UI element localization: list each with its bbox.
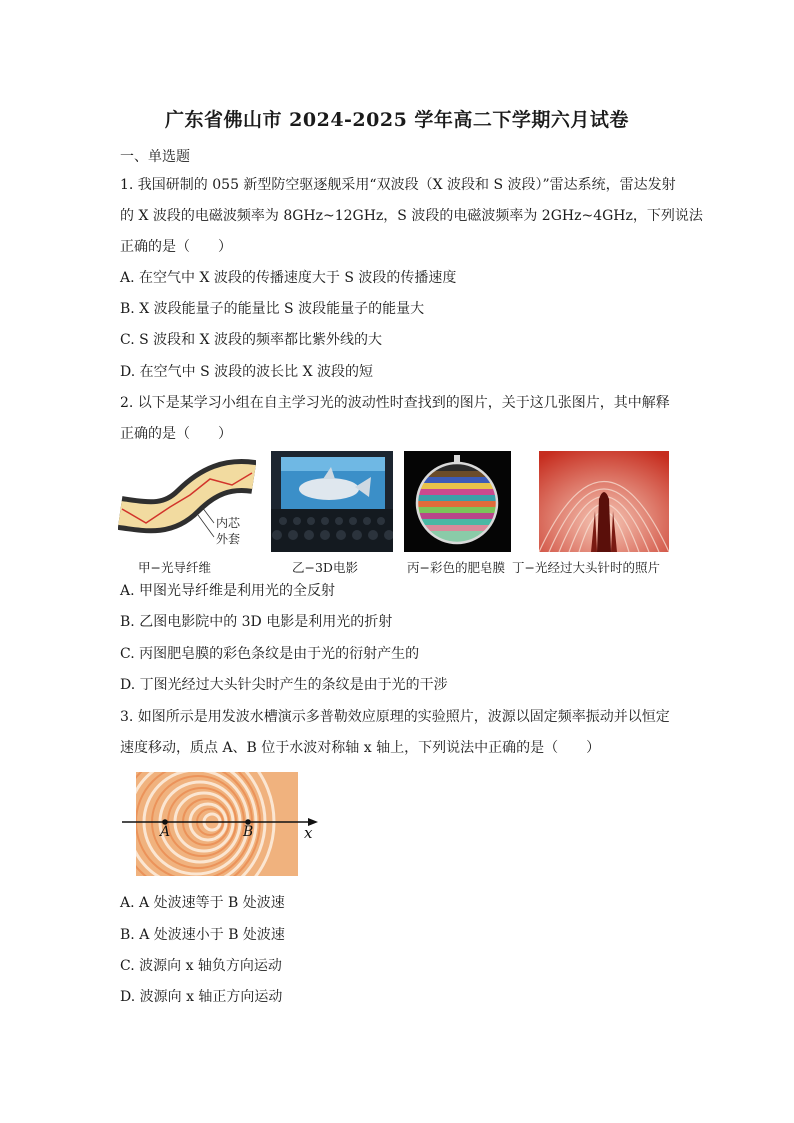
q3-option-d: D. 波源向 x 轴正方向运动 [120,989,283,1005]
fiber-cladding-label: 外套 [216,532,241,546]
pin-diffraction-photo [539,451,669,552]
caption-optical-fiber: 甲−光导纤维 [138,560,211,575]
q3-option-a: A. A 处波速等于 B 处波速 [120,895,285,911]
q1-option-b: B. X 波段能量子的能量比 S 波段能量子的能量大 [120,301,425,317]
section-heading: 一、单选题 [120,149,190,165]
point-b-label: B [243,824,254,840]
q3-stem-line-2: 速度移动，质点 A、B 位于水波对称轴 x 轴上，下列说法中正确的是（ ） [120,740,601,756]
q2-option-d: D. 丁图光经过大头针尖时产生的条纹是由于光的干涉 [120,677,448,693]
ripple-tank-figure [120,770,320,878]
q1-option-a: A. 在空气中 X 波段的传播速度大于 S 波段的传播速度 [120,270,457,286]
q1-stem-line-2: 的 X 波段的电磁波频率为 8GHz~12GHz，S 波段的电磁波频率为 2GHz~4GHz，下列说法 [120,208,703,224]
q2-stem-line-1: 2. 以下是某学习小组在自主学习光的波动性时查找到的图片，关于这几张图片，其中解释 [120,395,670,411]
q2-option-a: A. 甲图光导纤维是利用光的全反射 [120,583,336,599]
q3-option-b: B. A 处波速小于 B 处波速 [120,927,285,943]
q2-option-b: B. 乙图电影院中的 3D 电影是利用光的折射 [120,614,393,630]
cinema-3d-photo [271,451,393,552]
point-a-label: A [160,824,171,840]
caption-3d-movie: 乙−3D电影 [292,560,358,575]
q2-option-c: C. 丙图肥皂膜的彩色条纹是由于光的衍射产生的 [120,646,420,662]
soap-film-photo [404,451,511,552]
q1-option-d: D. 在空气中 S 波段的波长比 X 波段的短 [120,364,373,380]
x-axis-label: x [304,824,313,842]
caption-pin-photo: 丁−光经过大头针时的照片 [512,560,660,575]
caption-soap-film: 丙−彩色的肥皂膜 [407,560,505,575]
q3-option-c: C. 波源向 x 轴负方向运动 [120,958,282,974]
fiber-core-label: 内芯 [216,516,241,530]
q1-stem-line-3: 正确的是（ ） [120,239,232,255]
q2-stem-line-2: 正确的是（ ） [120,426,232,442]
q3-stem-line-1: 3. 如图所示是用发波水槽演示多普勒效应原理的实验照片，波源以固定频率振动并以恒定 [120,709,670,725]
q1-option-c: C. S 波段和 X 波段的频率都比紫外线的大 [120,332,383,348]
q1-stem-line-1: 1. 我国研制的 055 新型防空驱逐舰采用“双波段（X 波段和 S 波段）”雷达系统，雷达发射 [120,177,676,193]
optical-fiber-figure [118,455,256,551]
page-title: 广东省佛山市 2024-2025 学年高二下学期六月试卷 [165,109,629,131]
